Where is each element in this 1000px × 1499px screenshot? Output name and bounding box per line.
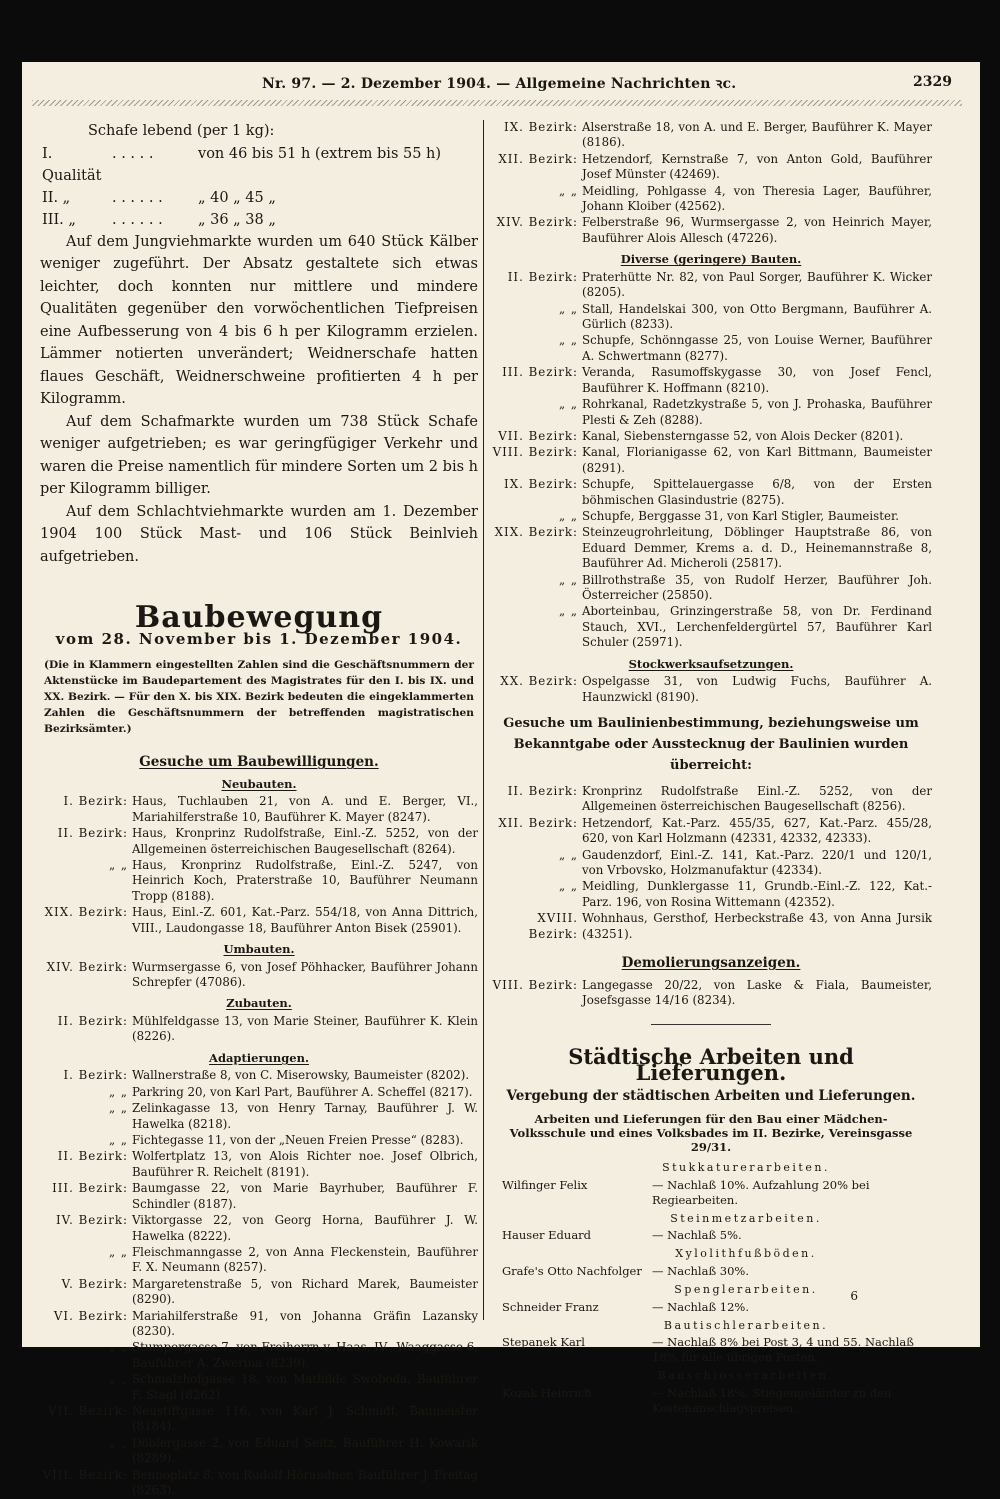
entry-bezirk: „ „ [109, 1101, 128, 1116]
entry-text: Döblergasse 2, von Eduard Seitz, Bauführer H. Kowarik (8289). [132, 1435, 478, 1466]
permit-groups [40, 777, 478, 1499]
entry-bezirk: „ „ [559, 847, 578, 862]
entry-text: Parkring 20, von Karl Part, Bauführer A. Scheffel (8217). [132, 1084, 473, 1099]
entry-text: Kanal, Siebensterngasse 52, von Alois Decker (8201). [582, 428, 904, 443]
entry-bezirk: II. Bezirk: [507, 269, 578, 284]
entry-text: Veranda, Rasumoffskygasse 30, von Josef Fencl, Bauführer K. Hoffmann (8210). [582, 365, 932, 395]
sheep-row [40, 143, 478, 187]
entry-row [490, 270, 932, 301]
award-list [490, 1160, 932, 1416]
entry-row [490, 978, 932, 1009]
award-detail: — Nachlaß 12%. [652, 1299, 750, 1314]
entry-bezirk: „ „ [559, 879, 578, 894]
group-heading: Zubauten. [226, 996, 292, 1011]
entry-text: Fichtegasse 11, von der „Neuen Freien Presse“ (8283). [132, 1133, 464, 1148]
entry-text: Haus, Kronprinz Rudolfstraße, Einl.-Z. 5252, von der Allgemeinen österreichischen Baugesellschaft (8264). [132, 826, 478, 856]
entry-row [490, 879, 932, 910]
entry-row [40, 1101, 478, 1132]
baubewegung-date-range: vom 28. November bis 1. Dezember 1904. [55, 629, 463, 648]
heading-stockwerksaufsetzungen: Stockwerksaufsetzungen. [628, 656, 794, 671]
entry-text: Ospelgasse 31, von Ludwig Fuchs, Bauführer A. Haunzwickl (8190). [582, 674, 932, 704]
entry-row [40, 1436, 478, 1467]
entry-row [40, 1085, 478, 1100]
group-heading: Umbauten. [223, 942, 295, 957]
entry-bezirk: III. Bezirk: [502, 365, 578, 380]
group-heading: Adaptierungen. [209, 1050, 309, 1065]
section-title-baubewegung: Baubewegung [134, 600, 384, 635]
entry-text: Schmalzhofgasse 18, von Mathilde Swoboda, Bauführer F. Stagl (8262). [132, 1372, 478, 1402]
entry-row [490, 302, 932, 333]
trade-heading: Bauschlosserarbeiten. [657, 1369, 835, 1383]
entry-text: Stall, Handelskai 300, von Otto Bergmann, Bauführer A. Gürlich (8233). [582, 301, 932, 332]
issue-line: Nr. 97. — 2. Dezember 1904. — Allgemeine Nachrichten ꝛc. [262, 76, 737, 92]
entry-row [490, 848, 932, 879]
entry-text: Haus, Tuchlauben 21, von A. und E. Berger, VI., Mariahilferstraße 10, Bauführer K. Mayer (8247). [132, 794, 478, 824]
entry-row [490, 604, 932, 650]
entry-text: Schupfe, Berggasse 31, von Karl Stigler, Baumeister. [582, 508, 900, 523]
entry-bezirk: „ „ [109, 1340, 128, 1355]
heading-vergebung: Vergebung der städtischen Arbeiten und Lieferungen. [506, 1087, 916, 1104]
sheep-row [40, 209, 478, 231]
award-row [490, 1264, 932, 1279]
award-firm: Schneider Franz [502, 1299, 599, 1314]
entry-text: Billrothstraße 35, von Rudolf Herzer, Bauführer Joh. Österreicher (25850). [582, 572, 932, 602]
stock-entries [490, 674, 932, 705]
entry-text: Alserstraße 18, von A. und E. Berger, Bauführer K. Mayer (8186). [582, 120, 932, 150]
entry-text: Mühlfeldgasse 13, von Marie Steiner, Bauführer K. Klein (8226). [132, 1014, 478, 1044]
page-number: 2329 [913, 74, 952, 90]
entry-row [40, 794, 478, 825]
entry-bezirk: VII. Bezirk: [498, 428, 578, 443]
entry-text: Hetzendorf, Kat.-Parz. 455/35, 627, Kat.-Parz. 455/28, 620, von Karl Holzmann (42331, 42332, 42333). [582, 815, 932, 846]
sheep-price: „ 36 „ 38 „ [198, 211, 276, 228]
diverse-entries [490, 270, 932, 651]
page-header [22, 74, 980, 98]
market-paragraph: Auf dem Schafmarkte wurden um 738 Stück Schafe weniger aufgetrieben; es war geringfügiger Verkehr und waren die Preise namentlich für mindere Sorten um 2 bis h per Kilogramm billiger. [40, 413, 478, 497]
entry-text: Meidling, Pohlgasse 4, von Theresia Lager, Bauführer, Johann Kloiber (42562). [582, 183, 932, 214]
entry-bezirk: „ „ [559, 183, 578, 198]
entry-row [490, 784, 932, 815]
entry-row [490, 573, 932, 604]
entry-bezirk: „ „ [109, 1435, 128, 1450]
award-row [490, 1335, 932, 1365]
entry-bezirk: „ „ [109, 1244, 128, 1259]
award-firm: Wilfinger Felix [502, 1177, 588, 1192]
entry-text: Haus, Einl.-Z. 601, Kat.-Parz. 554/18, von Anna Dittrich, VIII., Laudongasse 18, Bauführer Anton Bisek (25901). [132, 905, 478, 935]
group-entries [40, 1068, 478, 1498]
baulinien-entries [490, 784, 932, 942]
award-firm: Stepanek Karl [502, 1335, 585, 1350]
group-entries [40, 794, 478, 936]
entry-bezirk: VIII. Bezirk: [42, 1467, 128, 1482]
entry-row [40, 1277, 478, 1308]
section-rule [651, 1024, 771, 1025]
entry-bezirk: VIII. Bezirk: [492, 445, 578, 460]
entry-bezirk: VII. Bezirk: [48, 1403, 128, 1418]
entry-text: Kronprinz Rudolfstraße Einl.-Z. 5252, von der Allgemeinen österreichischen Baugesellschaft (8256). [582, 784, 932, 814]
entry-row [490, 365, 932, 396]
entry-text: Zelinkagasse 13, von Henry Tarnay, Bauführer J. W. Hawelka (8218). [132, 1101, 478, 1131]
entry-bezirk: II. Bezirk: [57, 826, 128, 841]
entry-text: Langegasse 20/22, von Laske & Fiala, Baumeister, Josefsgasse 14/16 (8234). [582, 977, 932, 1008]
sheep-dots: . . . . . . [112, 189, 163, 206]
entry-text: Steinzeugrohrleitung, Döblinger Hauptstraße 86, von Eduard Demmer, Krems a. d. D., Heinemannstraße 8, Bauführer Ad. Micheroli (25817). [582, 525, 932, 571]
award-row [490, 1178, 932, 1208]
entry-row [40, 1068, 478, 1083]
entry-text: Wurmsergasse 6, von Josef Pöhhacker, Bauführer Johann Schrepfer (47086). [132, 959, 478, 990]
entry-row [40, 1133, 478, 1148]
heading-demolierung: Demolierungsanzeigen. [621, 955, 801, 972]
sheep-price-table [40, 143, 478, 231]
entry-bezirk: XIX. Bezirk: [494, 525, 578, 540]
entry-bezirk: „ „ [559, 333, 578, 348]
heading-staedtische-arbeiten: Städtische Arbeiten und Lieferungen. [568, 1044, 854, 1086]
sheep-dots: . . . . . . [112, 211, 163, 228]
entry-row [490, 525, 932, 571]
award-firm: Hauser Eduard [502, 1228, 592, 1243]
entry-row [40, 1181, 478, 1212]
entry-text: Wohnhaus, Gersthof, Herbeckstraße 43, von Anna Jursik (43251). [582, 911, 932, 941]
entry-row [40, 1340, 478, 1371]
entry-text: Felberstraße 96, Wurmsergasse 2, von Heinrich Mayer, Bauführer Alois Allesch (47226). [582, 215, 932, 245]
award-detail: — Nachlaß 5%. [652, 1228, 742, 1243]
entry-row [490, 184, 932, 215]
award-detail: — Nachlaß 18%. Stiegengeländer zu den Kostenanschlagspreisen. [652, 1385, 892, 1415]
sheep-row [40, 187, 478, 209]
entry-row [490, 509, 932, 524]
entry-text: Kanal, Florianigasse 62, von Karl Bittmann, Baumeister (8291). [582, 445, 932, 475]
entry-row [40, 826, 478, 857]
entry-row [490, 674, 932, 705]
award-row [490, 1386, 932, 1416]
entry-row [490, 445, 932, 476]
entry-row [40, 1309, 478, 1340]
entry-bezirk: XII. Bezirk: [498, 151, 578, 166]
entry-text: Haus, Kronprinz Rudolfstraße, Einl.-Z. 5247, von Heinrich Koch, Praterstraße 10, Bauführer Neumann Tropp (8188). [132, 858, 478, 903]
entry-text: Praterhütte Nr. 82, von Paul Sorger, Bauführer K. Wicker (8205). [582, 269, 932, 300]
award-detail: — Nachlaß 8% bei Post 3, 4 und 55. Nachlaß 18% für alle übrigen Posten. [652, 1335, 914, 1365]
award-detail: — Nachlaß 10%. Aufzahlung 20% bei Regiearbeiten. [652, 1177, 870, 1207]
entry-bezirk: III. Bezirk: [52, 1181, 128, 1196]
market-paragraph: Auf dem Jungviehmarkte wurden um 640 Stück Kälber weniger zugeführt. Der Absatz gestaltete sich etwas leichter, doch konnten nur mittlere und mindere Qualitäten gegenüber den vorwöchentlichen Tiefpreisen eine Aufbesserung von 4 bis 6 h per Kilogramm erzielen. Lämmer notierten unverändert; Weidnerschafe hatten flaues Geschäft, Weidnerschweine profitierten 4 h per Kilogramm. [40, 233, 478, 407]
entry-bezirk: „ „ [559, 508, 578, 523]
entry-text: Aborteinbau, Grinzingerstraße 58, von Dr. Ferdinand Stauch, XVI., Lerchenfeldergürtel 57, Bauführer Karl Schuler (25971). [582, 604, 932, 650]
group-heading: Neubauten. [221, 776, 297, 791]
entry-row [490, 152, 932, 183]
entry-bezirk: „ „ [109, 858, 128, 872]
sheep-grade: II. „ [42, 189, 71, 206]
group-entries [40, 960, 478, 991]
sheep-price: von 46 bis 51 h (extrem bis 55 h) [198, 145, 442, 162]
entry-bezirk: VI. Bezirk: [53, 1308, 128, 1323]
entry-text: Bennoplatz 8, von Rudolf Hörandner, Bauführer J. Freitag (8263). [132, 1467, 478, 1497]
entry-bezirk: „ „ [109, 1133, 128, 1148]
entry-row [490, 120, 932, 151]
entry-bezirk: IX. Bezirk: [504, 120, 578, 134]
award-firm: Grafe's Otto Nachfolger [502, 1264, 642, 1279]
left-column [40, 120, 478, 1499]
entry-bezirk: II. Bezirk: [507, 784, 578, 798]
entry-row [40, 858, 478, 904]
entry-row [490, 429, 932, 444]
entry-row [40, 1245, 478, 1276]
entry-text: Rohrkanal, Radetzkystraße 5, von J. Prohaska, Bauführer Plesti & Zeh (8288). [582, 397, 932, 427]
entry-row [40, 1149, 478, 1180]
entry-text: Baumgasse 22, von Marie Bayrhuber, Bauführer F. Schindler (8187). [132, 1181, 478, 1211]
sheep-dots: . . . . . [112, 145, 154, 162]
header-rule [32, 100, 962, 106]
award-detail: — Nachlaß 30%. [652, 1264, 750, 1279]
sheep-price: „ 40 „ 45 „ [198, 189, 276, 206]
heading-diverse-bauten: Diverse (geringere) Bauten. [620, 252, 802, 267]
entry-text: Meidling, Dunklergasse 11, Grundb.-Einl.-Z. 122, Kat.-Parz. 196, von Rosina Wittemann (42352). [582, 879, 932, 909]
entry-row [490, 911, 932, 942]
entry-bezirk: V. Bezirk: [61, 1276, 128, 1291]
entry-bezirk: II. Bezirk: [57, 1149, 128, 1164]
entry-text: Gaudenzdorf, Einl.-Z. 141, Kat.-Parz. 220/1 und 120/1, von Vrbovsko, Holzmanufaktur (42334). [582, 847, 932, 878]
entry-bezirk: XVIII. Bezirk: [528, 911, 578, 941]
sheep-grade: I. Qualität [42, 145, 102, 184]
award-row [490, 1300, 932, 1315]
entry-bezirk: XIV. Bezirk: [496, 215, 578, 230]
entry-text: Schupfe, Schönngasse 25, von Louise Werner, Bauführer A. Schwertmann (8277). [582, 333, 932, 363]
entry-bezirk: VIII. Bezirk: [492, 977, 578, 992]
sheep-intro: Schafe lebend (per 1 kg): [88, 123, 275, 139]
entry-bezirk: „ „ [559, 301, 578, 316]
entry-bezirk: „ „ [559, 572, 578, 587]
entry-bezirk: XIX. Bezirk: [44, 905, 128, 920]
market-paragraph: Auf dem Schlachtviehmarkte wurden am 1. Dezember 1904 100 Stück Mast- und 106 Stück Beinlvieh aufgetrieben. [40, 503, 478, 565]
entry-bezirk: IX. Bezirk: [504, 477, 578, 492]
entry-text: Schupfe, Spittelauergasse 6/8, von der Ersten böhmischen Glasindustrie (8275). [582, 477, 932, 507]
trade-heading: Spenglerarbeiten. [674, 1283, 818, 1297]
trade-heading: Stukkaturerarbeiten. [662, 1161, 830, 1175]
entry-bezirk: IV. Bezirk: [55, 1213, 128, 1228]
entry-bezirk: II. Bezirk: [57, 1014, 128, 1029]
entry-text: Neustiftgasse 116, von Karl J. Schmidt, Baumeister (8184). [132, 1403, 478, 1434]
entry-bezirk: „ „ [109, 1372, 128, 1387]
entry-row [40, 905, 478, 936]
entry-row [40, 1404, 478, 1435]
right-column [490, 120, 932, 1418]
entry-bezirk: XII. Bezirk: [498, 815, 578, 830]
entry-text: Viktorgasse 22, von Georg Horna, Bauführer J. W. Hawelka (8222). [132, 1213, 478, 1243]
entry-row [490, 816, 932, 847]
permit-continuation [490, 120, 932, 246]
entry-row [40, 1014, 478, 1045]
entry-row [490, 215, 932, 246]
entry-text: Margaretenstraße 5, von Richard Marek, Baumeister (8290). [132, 1276, 478, 1307]
vergebung-description: Arbeiten und Lieferungen für den Bau einer Mädchen-Volksschule und eines Volksbades im II. Bezirke, Vereinsgasse 29/31. [509, 1112, 913, 1155]
entry-bezirk: XIV. Bezirk: [46, 959, 128, 974]
entry-text: Wallnerstraße 8, von C. Miserowsky, Baumeister (8202). [132, 1068, 470, 1083]
entry-text: Stumpergasse 7, von Freiherrn v. Haas, IV., Waaggasse 6, Bauführer A. Zwerina (8239). [132, 1340, 478, 1370]
entry-bezirk: „ „ [559, 397, 578, 412]
heading-baubewilligungen: Gesuche um Baubewilligungen. [139, 754, 379, 771]
trade-heading: Bautischlerarbeiten. [663, 1318, 829, 1332]
entry-text: Hetzendorf, Kernstraße 7, von Anton Gold, Bauführer Josef Münster (42469). [582, 151, 932, 182]
market-report [40, 231, 478, 569]
sheep-grade: III. „ [42, 211, 76, 228]
page-foot-number: 6 [850, 1289, 858, 1303]
award-firm: Kozak Heinrich [502, 1385, 592, 1400]
explanatory-note: (Die in Klammern eingestellten Zahlen sind die Geschäftsnummern der Aktenstücke im Baudepartement des Magistrates für den I. bis IX. und XX. Bezirk. — Für den X. bis XIX. Bezirk bedeuten die eingeklammerten Zahlen die Geschäftsnummern der betreffenden magistratischen Bezirksämter.) [44, 659, 474, 736]
entry-bezirk: „ „ [109, 1084, 128, 1099]
entry-text: Fleischmanngasse 2, von Anna Fleckenstein, Bauführer F. X. Neumann (8257). [132, 1244, 478, 1275]
entry-row [40, 1372, 478, 1403]
entry-row [40, 960, 478, 991]
award-row [490, 1228, 932, 1243]
entry-text: Mariahilferstraße 91, von Johanna Gräfin Lazansky (8230). [132, 1308, 478, 1338]
entry-row [40, 1468, 478, 1499]
entry-bezirk: „ „ [559, 604, 578, 619]
group-entries [40, 1014, 478, 1045]
entry-bezirk: I. Bezirk: [63, 794, 128, 809]
entry-text: Wolfertplatz 13, von Alois Richter noe. Josef Olbrich, Bauführer R. Reichelt (8191). [132, 1149, 478, 1179]
entry-row [490, 333, 932, 364]
column-divider [483, 120, 484, 1320]
entry-row [40, 1213, 478, 1244]
heading-baulinien: Gesuche um Baulinienbestimmung, beziehungsweise um Bekanntgabe oder Ausstecknug der Baulinien wurden überreicht: [503, 716, 919, 773]
entry-row [490, 477, 932, 508]
document-page [22, 62, 980, 1497]
entry-row [490, 397, 932, 428]
trade-heading: Steinmetzarbeiten. [670, 1211, 822, 1225]
entry-bezirk: XX. Bezirk: [500, 674, 578, 689]
trade-heading: Xylolithfußböden. [675, 1247, 817, 1261]
entry-bezirk: I. Bezirk: [63, 1068, 128, 1083]
demol-entries [490, 978, 932, 1009]
